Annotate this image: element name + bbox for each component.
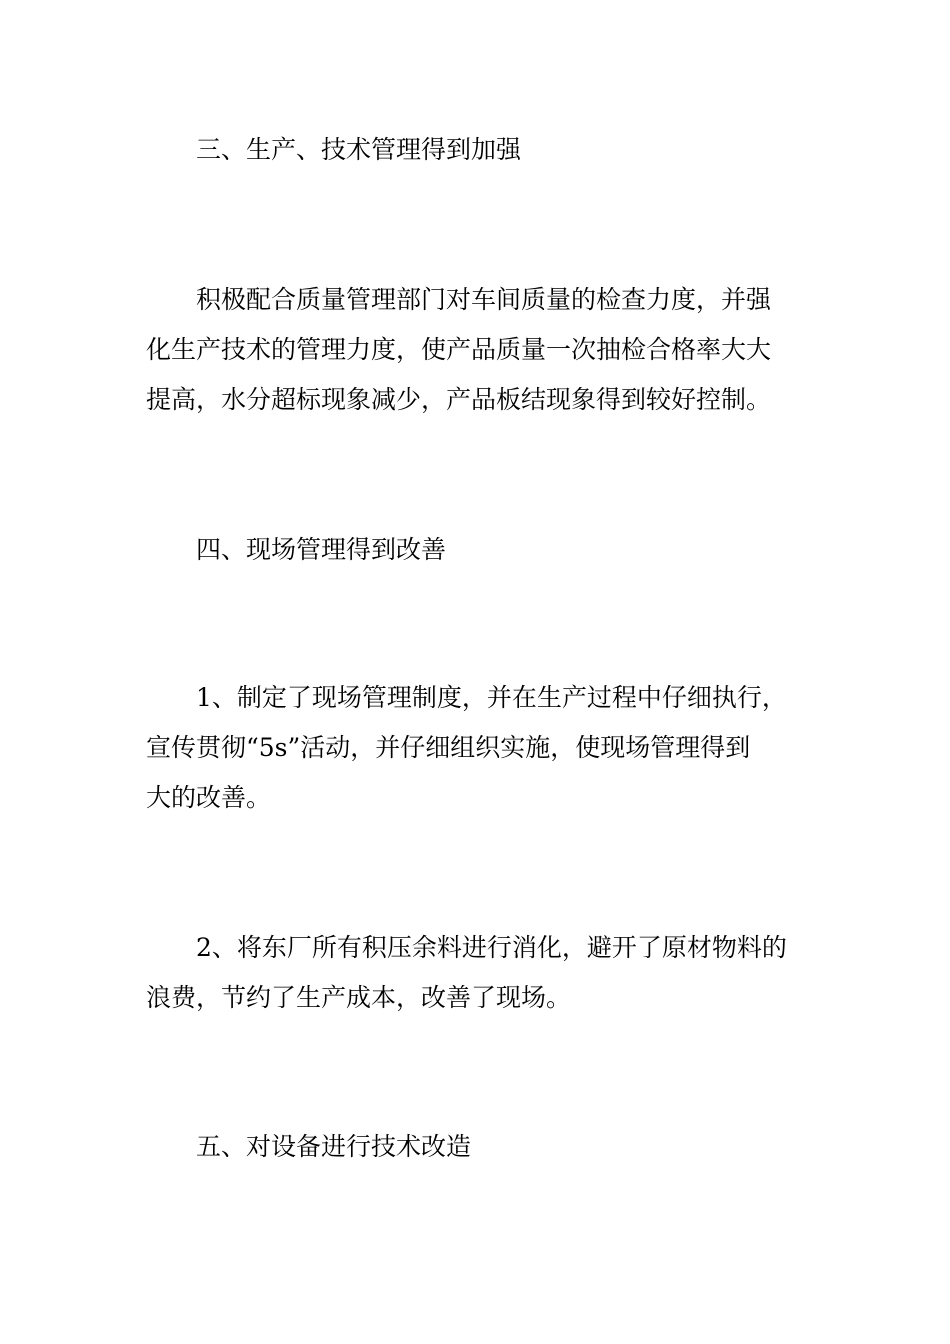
section-heading-equipment-retrofit: 五、对设备进行技术改造 xyxy=(196,1132,472,1161)
paragraph-surplus-materials: 2、将东厂所有积压余料进行消化，避开了原材物料的 浪费，节约了生产成本，改善了现场。 xyxy=(146,933,787,1012)
section-heading-site-management: 四、现场管理得到改善 xyxy=(196,535,447,564)
paragraph-site-management-system: 1、制定了现场管理制度，并在生产过程中仔细执行， 宣传贯彻“5s”活动，并仔细组织实施，使现场管理得到 大的改善。 xyxy=(146,683,787,812)
section-heading-production-technology: 三、生产、技术管理得到加强 xyxy=(196,135,522,164)
paragraph-quality-management: 积极配合质量管理部门对车间质量的检查力度，并强 化生产技术的管理力度，使产品质量一次抽检合格率大大 提高，水分超标现象减少，产品板结现象得到较好控制。 xyxy=(146,285,772,414)
